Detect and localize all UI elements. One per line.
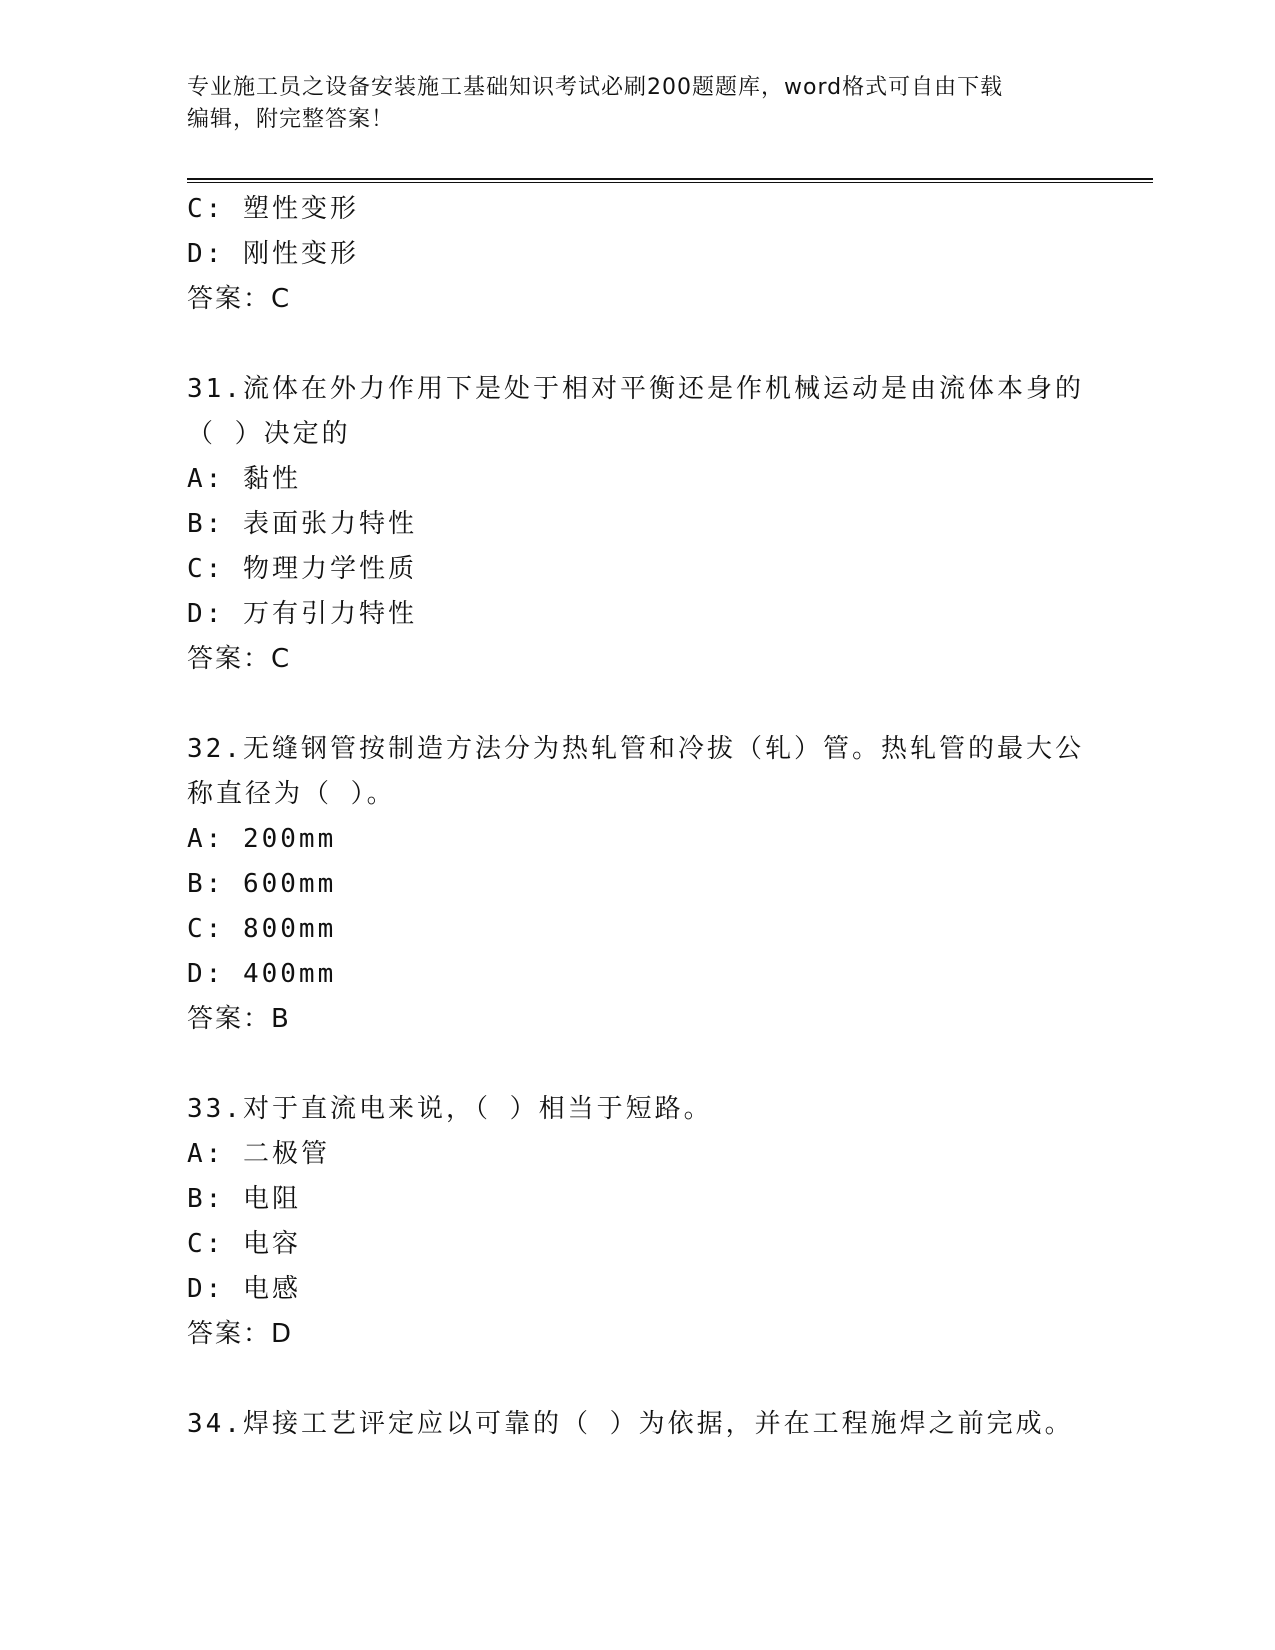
q32-stem-line-2: 称直径为（ ）。	[187, 779, 396, 809]
prev-option-d: D: 刚性变形	[187, 239, 359, 269]
q32-option-b: B: 600mm	[187, 869, 337, 899]
q31-stem-line-1: 31.流体在外力作用下是处于相对平衡还是作机械运动是由流体本身的	[187, 374, 1084, 404]
q31-answer: 答案：C	[187, 644, 292, 674]
q33-option-d: D: 电感	[187, 1274, 301, 1304]
header-title-line-1: 专业施工员之设备安装施工基础知识考试必刷200题题库，word格式可自由下载	[187, 75, 1004, 100]
header-divider-thick	[187, 178, 1153, 180]
q32-option-a: A: 200mm	[187, 824, 337, 854]
header-divider-thin	[187, 182, 1153, 183]
q31-option-b: B: 表面张力特性	[187, 509, 417, 539]
q32-answer: 答案：B	[187, 1004, 291, 1034]
q31-option-c: C: 物理力学性质	[187, 554, 417, 584]
q33-option-b: B: 电阻	[187, 1184, 301, 1214]
q31-option-a: A: 黏性	[187, 464, 301, 494]
q31-option-d: D: 万有引力特性	[187, 599, 417, 629]
q31-stem-line-2: （ ）决定的	[187, 419, 351, 449]
q32-option-c: C: 800mm	[187, 914, 337, 944]
q32-option-d: D: 400mm	[187, 959, 337, 989]
q33-stem-line-1: 33.对于直流电来说，（ ）相当于短路。	[187, 1094, 713, 1124]
prev-answer: 答案：C	[187, 284, 292, 314]
q32-stem-line-1: 32.无缝钢管按制造方法分为热轧管和冷拔（轧）管。热轧管的最大公	[187, 734, 1084, 764]
q34-stem-line-1: 34.焊接工艺评定应以可靠的（ ）为依据，并在工程施焊之前完成。	[187, 1409, 1074, 1439]
prev-option-c: C: 塑性变形	[187, 194, 359, 224]
q33-option-a: A: 二极管	[187, 1139, 330, 1169]
q33-option-c: C: 电容	[187, 1229, 301, 1259]
q33-answer: 答案：D	[187, 1319, 294, 1349]
document-header	[187, 72, 1067, 136]
header-title-line-2: 编辑，附完整答案！	[187, 107, 395, 132]
